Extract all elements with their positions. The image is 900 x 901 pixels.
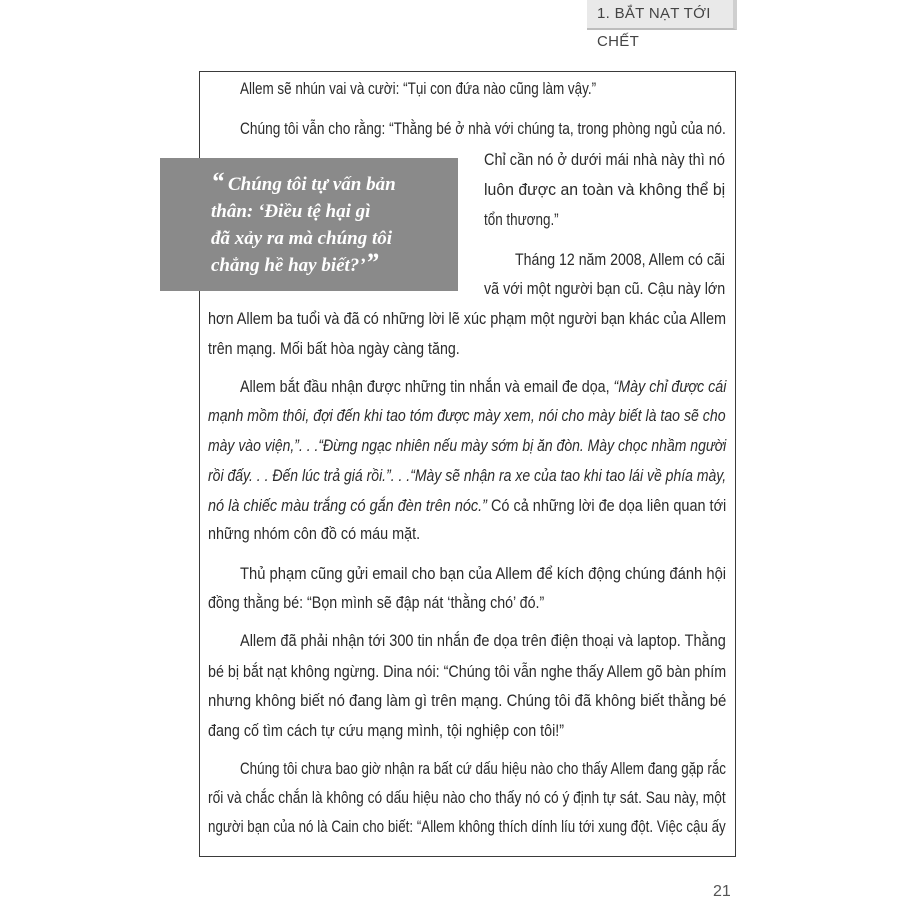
chapter-header-tab — [587, 0, 737, 50]
body-text: Chúng tôi chưa bao giờ nhận ra bất cứ dấu hiệu nào cho thấy Allem đang gặp rắc — [240, 760, 726, 778]
body-line — [208, 818, 726, 837]
body-line — [240, 80, 596, 99]
body-line — [208, 310, 726, 329]
body-line — [208, 467, 726, 486]
body-line — [484, 181, 725, 200]
body-line — [240, 378, 726, 397]
pull-quote-text: thân: ‘Điều tệ hại gì — [211, 201, 371, 222]
body-line — [484, 211, 559, 230]
close-quote-mark: ” — [365, 248, 379, 277]
body-line — [240, 565, 726, 584]
quoted-threat: mạnh mồm thôi, đợi đến khi tao tóm được mày xem, nói cho mày biết là tao sẽ cho — [208, 407, 726, 425]
body-text: đồng thằng bé: “Bọn mình sẽ đập nát ‘thằng chó’ đó.” — [208, 594, 545, 612]
body-line — [240, 632, 726, 651]
body-text: hơn Allem ba tuổi và đã có những lời lẽ xúc phạm một người bạn khác của Allem — [208, 310, 727, 328]
chapter-title: 1. BẮT NẠT TỚI CHẾT — [597, 5, 711, 50]
page-number: 21 — [713, 883, 731, 900]
body-line — [208, 497, 726, 516]
body-text: Chỉ cần nó ở dưới mái nhà này thì nó — [484, 151, 725, 169]
pull-quote-line — [211, 225, 440, 252]
body-text: rối và chắc chắn là không có dấu hiệu nào cho thấy nó có ý định tự sát. Sau này, một — [208, 789, 726, 807]
body-line — [208, 407, 726, 426]
quoted-threat: “Mày chỉ được cái — [613, 378, 727, 396]
body-line — [208, 789, 726, 808]
body-line — [208, 437, 726, 456]
body-text: Có cả những lời đe dọa liên quan tới — [486, 497, 727, 515]
body-text: Allem đã phải nhận tới 300 tin nhắn đe dọa trên điện thoại và laptop. Thằng — [240, 632, 726, 650]
body-text: trên mạng. Mối bất hòa ngày càng tăng. — [208, 340, 460, 358]
pull-quote-box — [160, 158, 458, 291]
body-text: luôn được an toàn và không thể bị — [484, 181, 726, 199]
body-line — [208, 663, 726, 682]
body-text: Thủ phạm cũng gửi email cho bạn của Allem để kích động chúng đánh hội — [240, 565, 727, 583]
quoted-threat: nó là chiếc màu trắng có gắn đèn trên nóc.” — [208, 497, 487, 515]
body-line — [484, 151, 725, 170]
body-text: người bạn của nó là Cain cho biết: “Allem không thích dính líu tới xung đột. Việc cậu ấy — [208, 818, 726, 836]
body-text: Allem sẽ nhún vai và cười: “Tụi con đứa nào cũng làm vậy.” — [240, 80, 597, 98]
pull-quote-text: đã xảy ra mà chúng tôi — [211, 228, 393, 249]
body-text: vã với một người bạn cũ. Cậu này lớn — [484, 280, 726, 298]
body-text: bé bị bắt nạt không ngừng. Dina nói: “Chúng tôi vẫn nghe thấy Allem gõ bàn phím — [208, 663, 727, 681]
body-line — [240, 120, 726, 139]
body-line — [484, 280, 725, 299]
body-text: Allem bắt đầu nhận được những tin nhắn và email đe dọa, — [240, 378, 614, 396]
body-line — [208, 525, 420, 544]
quoted-threat: mày vào viện,”. . .“Đừng ngạc nhiên nếu mày sớm bị ăn đòn. Mày chọc nhầm người — [208, 437, 727, 455]
body-text: nhưng không biết nó đang làm gì trên mạng. Chúng tôi đã không biết thằng bé — [208, 692, 727, 710]
pull-quote-line — [211, 198, 440, 225]
body-text: Chúng tôi vẫn cho rằng: “Thằng bé ở nhà với chúng ta, trong phòng ngủ của nó. — [240, 120, 726, 138]
body-line — [208, 340, 460, 359]
body-text: đang cố tìm cách tự cứu mạng mình, tội nghiệp con tôi!” — [208, 722, 565, 740]
body-line — [208, 722, 564, 741]
pull-quote-text: Chúng tôi tự vấn bản — [228, 174, 396, 195]
quoted-threat: rồi đấy. . . Đến lúc trả giá rồi.”. . .“Mày sẽ nhận ra xe của tao khi tao lái về phía mày, — [208, 467, 727, 485]
body-line — [208, 692, 726, 711]
body-text: tổn thương.” — [484, 211, 559, 229]
pull-quote-line — [211, 167, 440, 198]
body-text: những nhóm côn đồ có máu mặt. — [208, 525, 421, 543]
body-text: Tháng 12 năm 2008, Allem có cãi — [515, 251, 725, 269]
body-line — [240, 760, 726, 779]
open-quote-mark: “ — [211, 167, 224, 196]
body-line — [515, 251, 725, 270]
body-line — [208, 594, 544, 613]
pull-quote-text: chẳng hề hay biết?’ — [211, 255, 366, 276]
pull-quote-line — [211, 248, 440, 279]
